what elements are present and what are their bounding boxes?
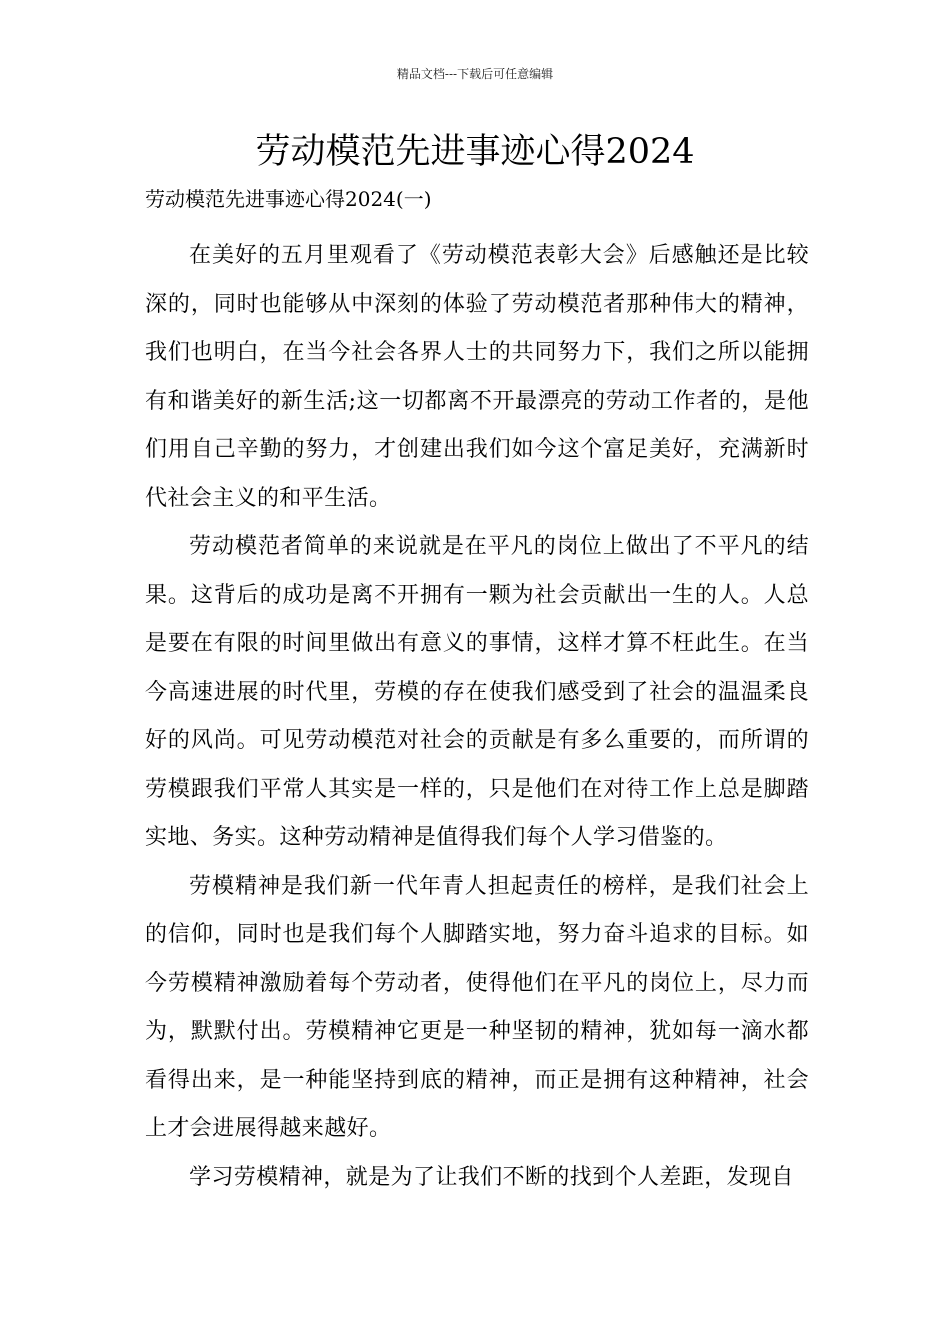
paragraph: 劳动模范者简单的来说就是在平凡的岗位上做出了不平凡的结果。这背后的成功是离不开拥有一颗为社会贡献出一生的人。人总是要在有限的时间里做出有意义的事情，这样才算不枉此生。在当今高速进展的时代里，劳模的存在使我们感受到了社会的温温柔良好的风尚。可见劳动模范对社会的贡献是有多么重要的，而所谓的劳模跟我们平常人其实是一样的，只是他们在对待工作上总是脚踏实地、务实。这种劳动精神是值得我们每个人学习借鉴的。 bbox=[145, 534, 809, 850]
paragraph: 劳模精神是我们新一代年青人担起责任的榜样，是我们社会上的信仰，同时也是我们每个人脚踏实地，努力奋斗追求的目标。如今劳模精神激励着每个劳动者，使得他们在平凡的岗位上，尽力而为，默默付出。劳模精神它更是一种坚韧的精神，犹如每一滴水都看得出来，是一种能坚持到底的精神，而正是拥有这种精神，社会上才会进展得越来越好。 bbox=[145, 873, 809, 1141]
document-subtitle: 劳动模范先进事迹心得2024(一) bbox=[145, 187, 432, 211]
document-body bbox=[145, 232, 809, 1202]
document-title: 劳动模范先进事迹心得2024 bbox=[255, 132, 695, 172]
paragraph: 学习劳模精神，就是为了让我们不断的找到个人差距，发现自 bbox=[189, 1164, 794, 1190]
paragraph: 在美好的五月里观看了《劳动模范表彰大会》后感触还是比较深的，同时也能够从中深刻的体验了劳动模范者那种伟大的精神，我们也明白，在当今社会各界人士的共同努力下，我们之所以能拥有和谐美好的新生活;这一切都离不开最漂亮的劳动工作者的，是他们用自己辛勤的努力，才创建出我们如今这个富足美好，充满新时代社会主义的和平生活。 bbox=[145, 243, 809, 511]
header-note: 精品文档---下载后可任意编辑 bbox=[396, 67, 554, 81]
